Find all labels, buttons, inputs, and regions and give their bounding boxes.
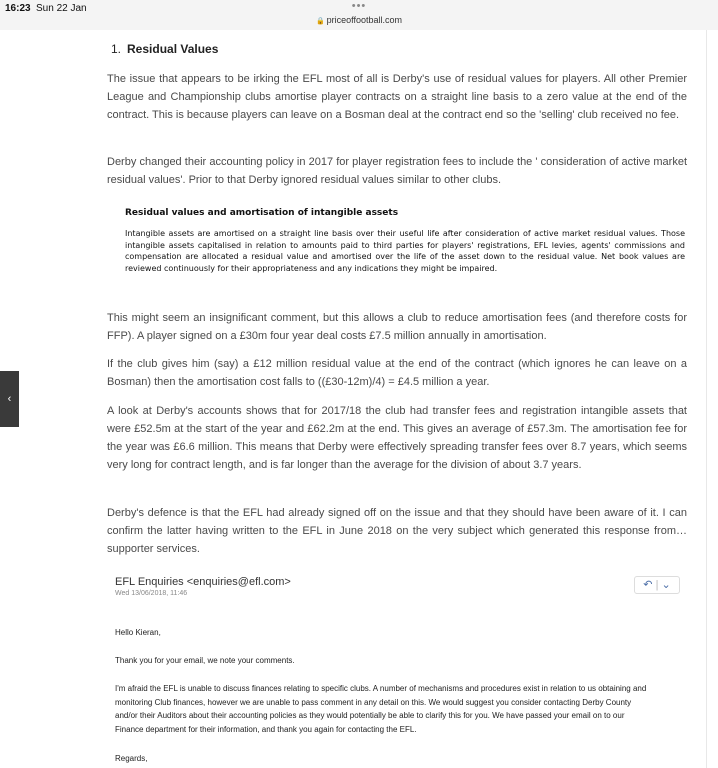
section-title: Residual Values (127, 42, 219, 56)
email-signoff: Regards, (115, 754, 148, 763)
section-heading (111, 42, 218, 56)
accounts-excerpt (125, 208, 685, 274)
paragraph: The issue that appears to be irking the EFL most of all is Derby's use of residual values for players. All other Premier League and Championship clubs amortise player contracts on a straight line basis to a zero value at the end of the contract. This is because players can leave on a Bosman deal at the contract end so the 'selling' club received no fee. (107, 73, 687, 121)
email-line: Thank you for your email, we note your comments. (115, 656, 295, 665)
status-time: 16:23 (5, 3, 31, 14)
paragraph: A look at Derby's accounts shows that for 2017/18 the club had transfer fees and registration intangible assets that were £52.5m at the start of the year and £62.2m at the end. This gives an average of £57.3m. The amortisation fee for the year was £6.6 million. This means that Derby were effectively spreading transfer fees over 8.7 years, which seems very long for contract length, and is far longer than the average for the division of about 3.7 years. (107, 405, 687, 471)
email-actions (634, 576, 680, 594)
email-line: I'm afraid the EFL is unable to discuss finances relating to specific clubs. A number of mechanisms and procedures exist in relation to us obtaining and monitoring Club finances, however we are unable to pass comment in any detail on this. We would suggest you consider contacting Derby County and/or their Auditors about their accounting policies as they would potentially be able to clarify this for you. We have passed your email on to our Finance department for their information, and thank you again for contacting the EFL. (115, 684, 647, 734)
divider: | (655, 579, 659, 591)
address-bar[interactable] (0, 15, 718, 25)
email-greeting: Hello Kieran, (115, 628, 161, 637)
scroll-gutter (706, 30, 718, 768)
email-sender: EFL Enquiries <enquiries@efl.com> (115, 576, 291, 588)
paragraph: Derby changed their accounting policy in 2017 for player registration fees to include the ' consideration of active market residual values'. Prior to that Derby ignored residual values similar to other clubs. (107, 156, 687, 186)
url-text: priceoffootball.com (326, 15, 403, 25)
email-date: Wed 13/06/2018, 11:46 (115, 590, 188, 597)
lock-icon: 🔒 (315, 18, 325, 25)
paragraph: This might seem an insignificant comment, but this allows a club to reduce amortisation fees (and therefore costs for FFP). A player signed on a £30m four year deal costs £7.5 million annually in amortisation. (107, 312, 687, 342)
excerpt-title: Residual values and amortisation of intangible assets (125, 208, 399, 218)
reply-icon[interactable]: ↶ (643, 579, 653, 591)
side-tab-glyph: ‹ (7, 393, 12, 405)
paragraph: If the club gives him (say) a £12 million residual value at the end of the contract (which ignores he can leave on a Bosman) then the amortisation cost falls to ((£30-12m)/4) = £4.5 million a year. (107, 358, 687, 388)
email-header (115, 576, 685, 602)
excerpt-body: Intangible assets are amortised on a straight line basis over their useful life after consideration of active market residual values. Those intangible assets capitalised in relation to amounts paid to third parties for players' registrations, EFL levies, agents' commissions and compensation are allocated a residual value and amortised over the life of the asset down to the residual value. Net book values are reviewed continuously for their appropriateness and any indications they might be impaired. (125, 229, 685, 273)
section-number: 1. (111, 42, 122, 56)
multitask-dots-icon[interactable]: ••• (351, 0, 367, 12)
chevron-left-icon[interactable] (0, 371, 19, 427)
paragraph: Derby's defence is that the EFL had already signed off on the issue and that they should have been aware of it. I can confirm the latter having written to the EFL in June 2018 on the very subject which generated this response from…supporter services. (107, 507, 687, 555)
status-date: Sun 22 Jan (36, 3, 87, 14)
chevron-down-icon[interactable]: ⌄ (661, 579, 671, 591)
status-bar (0, 0, 718, 30)
